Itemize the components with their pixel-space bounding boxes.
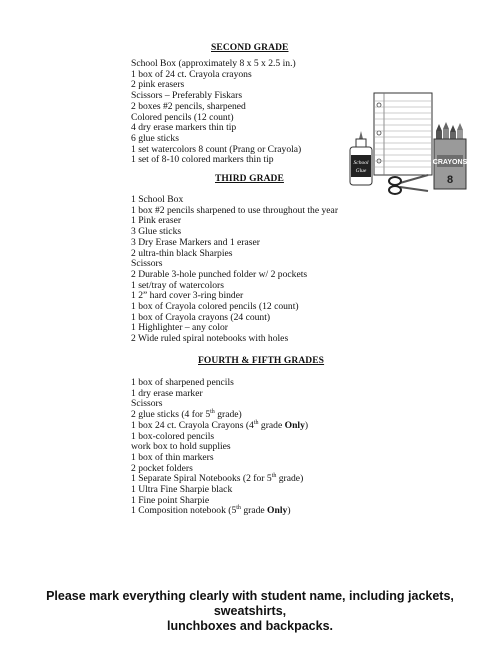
list-item: 1 dry erase marker	[131, 387, 203, 399]
list-item: 1 Composition notebook (5th grade Only)	[131, 505, 291, 517]
crayon-box-icon	[433, 122, 468, 189]
list-item: 6 glue sticks	[131, 132, 179, 144]
list-item: 2 Wide ruled spiral notebooks with holes	[131, 333, 289, 345]
list-item: 1 set watercolors 8 count (Prang or Crayola)	[131, 143, 302, 155]
fourth-fifth-grades-heading: FOURTH & FIFTH GRADES	[198, 356, 325, 366]
list-item: 1 box of Crayola colored pencils (12 count)	[131, 301, 299, 313]
list-item: 1 Pink eraser	[131, 215, 182, 227]
svg-text:CRAYONS: CRAYONS	[432, 159, 468, 166]
list-item: 1 School Box	[131, 194, 184, 205]
list-item: 1 box 24 ct. Crayola Crayons (4th grade Only)	[131, 419, 309, 431]
svg-text:8: 8	[446, 174, 454, 186]
svg-text:Glue: Glue	[355, 168, 367, 174]
list-item: 1 box of thin markers	[131, 451, 214, 463]
footer-note-line1: Please mark everything clearly with student name, including jackets, sweatshirts,	[46, 589, 454, 618]
list-item: 2 boxes #2 pencils, sharpened	[131, 100, 246, 112]
third-grade-heading: THIRD GRADE	[215, 174, 284, 184]
list-item: 3 Dry Erase Markers and 1 eraser	[131, 236, 260, 248]
list-item: 1 2” hard cover 3-ring binder	[131, 290, 244, 302]
second-grade-list	[131, 59, 301, 166]
list-item: 1 set/tray of watercolors	[131, 279, 224, 291]
list-item: 2 pocket folders	[131, 462, 193, 474]
list-item: 1 Ultra Fine Sharpie black	[131, 484, 233, 496]
list-item: work box to hold supplies	[131, 441, 231, 453]
notebook-paper-icon	[374, 93, 432, 175]
list-item: 2 glue sticks (4 for 5th grade)	[131, 408, 242, 421]
list-item: 1 Highlighter – any color	[131, 322, 228, 334]
list-item: 4 dry erase markers thin tip	[131, 122, 237, 134]
list-item: 1 box #2 pencils sharpened to use throughout the year	[131, 204, 339, 216]
footer-note-line2: lunchboxes and backpacks.	[166, 619, 334, 633]
glue-bottle-icon	[350, 131, 372, 185]
svg-text:School: School	[353, 160, 369, 166]
fourth-fifth-grades-list	[131, 378, 308, 517]
footer-note	[20, 589, 480, 634]
list-item: 2 pink erasers	[131, 79, 185, 91]
list-item: 1 box of 24 ct. Crayola crayons	[131, 68, 252, 80]
second-grade-heading: SECOND GRADE	[211, 43, 289, 53]
list-item: Scissors – Preferably Fiskars	[131, 90, 243, 102]
list-item: 1 box of Crayola crayons (24 count)	[131, 311, 271, 323]
list-item: 1 box of sharpened pencils	[131, 377, 234, 388]
list-item: 1 Separate Spiral Notebooks (2 for 5th grade)	[131, 473, 304, 485]
school-supplies-clipart	[348, 91, 472, 195]
list-item: Scissors	[131, 258, 163, 270]
list-item: Colored pencils (12 count)	[131, 111, 234, 123]
scissors-icon	[389, 175, 428, 194]
list-item: 2 Durable 3-hole punched folder w/ 2 pockets	[131, 268, 308, 280]
list-item: 2 ultra-thin black Sharpies	[131, 247, 233, 259]
third-grade-list	[131, 195, 338, 345]
list-item: 1 set of 8-10 colored markers thin tip	[131, 154, 274, 166]
list-item: 3 Glue sticks	[131, 226, 182, 238]
list-item: 1 Fine point Sharpie	[131, 494, 210, 506]
list-item: 1 box-colored pencils	[131, 430, 215, 442]
list-item: School Box (approximately 8 x 5 x 2.5 in.)	[131, 58, 296, 69]
list-item: Scissors	[131, 398, 163, 410]
